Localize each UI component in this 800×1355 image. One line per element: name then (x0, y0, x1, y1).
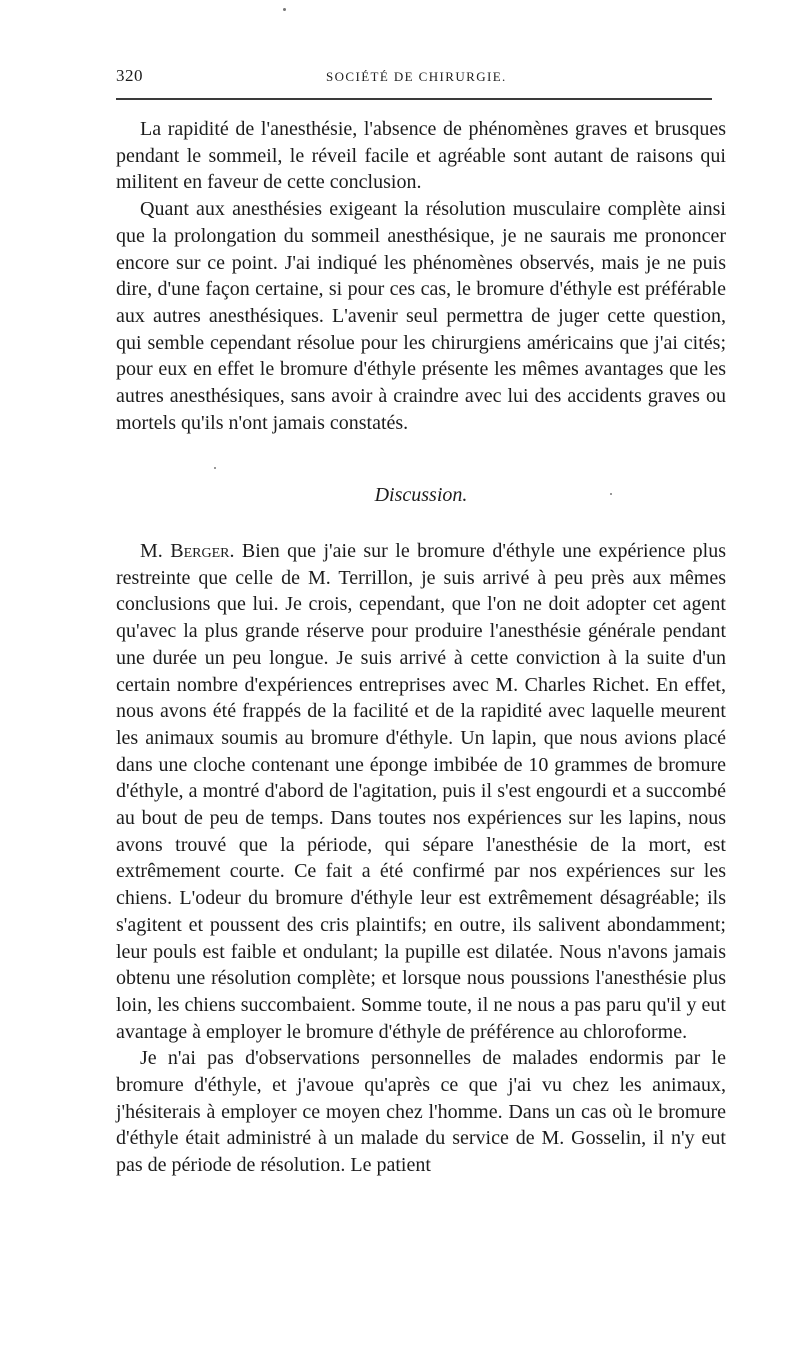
page-number: 320 (116, 66, 143, 85)
paragraph-muscular-resolution: Quant aux anesthésies exigeant la résolution musculaire complète ainsi que la prolongation du sommeil anesthésique, je ne saurais me prononcer encore sur ce point. J'ai indiqué les phénomènes observés, mais je ne puis dire, d'une façon certaine, si pour ces cas, le bromure d'éthyle est préférable aux autres anesthésiques. L'avenir seul permettra de juger cette question, qui semble cependant résolue pour les chirurgiens américains que j'ai cités; pour eux en effet le bromure d'éthyle présente les mêmes avantages que les autres anesthésiques, sans avoir à craindre avec lui des accidents graves ou mortels qu'ils n'ont jamais constatés. (116, 198, 726, 434)
header-rule (116, 98, 712, 100)
paragraph-berger-1 (116, 538, 726, 1045)
page-header (116, 60, 710, 90)
paragraph-berger-2: Je n'ai pas d'observations personnelles de malades endormis par le bromure d'éthyle, et j'avoue qu'après ce que j'ai vu chez les animaux, j'hésiterais à employer ce moyen chez l'homme. Dans un cas où le bromure d'éthyle était administré à un malade du service de M. Gosselin, il n'y eut pas de période de résolution. Le patient (116, 1047, 726, 1177)
section-heading-discussion: Discussion. (374, 484, 468, 506)
paragraph-conclusion: La rapidité de l'anesthésie, l'absence de phénomènes graves et brusques pendant le sommeil, le réveil facile et agréable sont autant de raisons qui militent en faveur de cette conclusion. (116, 118, 726, 194)
body-text-before-discussion (116, 116, 726, 436)
discussion-text (116, 538, 726, 1179)
speaker-name: M. Berger. (140, 540, 235, 562)
print-speck (283, 8, 286, 11)
print-speck (214, 467, 216, 469)
paragraph-berger-1-text: Bien que j'aie sur le bromure d'éthyle une expérience plus restreinte que celle de M. Terrillon, je suis arrivé à peu près aux mêmes conclusions que lui. Je crois, cependant, que l'on ne doit adopter cet agent qu'avec la plus grande réserve pour produire l'anesthésie générale pendant une durée un peu longue. Je suis arrivé à cette conviction à la suite d'un certain nombre d'expériences entreprises avec M. Charles Richet. En effet, nous avons été frappés de la facilité et de la rapidité avec laquelle meurent les animaux soumis au bromure d'éthyle. Un lapin, que nous avions placé dans une cloche contenant une éponge imbibée de 10 grammes de bromure d'éthyle, a montré d'abord de l'agitation, puis il s'est engourdi et a succombé au bout de peu de temps. Dans toutes nos expériences sur les lapins, nous avons trouvé que la période, qui sépare l'anesthésie de la mort, est extrêmement courte. Ce fait a été confirmé par nos expériences sur les chiens. L'odeur du bromure d'éthyle leur est extrêmement désagréable; ils s'agitent et poussent des cris plaintifs; en outre, ils salivent abondamment; leur pouls est faible et ondulant; la pupille est dilatée. Nous n'avons jamais obtenu une résolution complète; et lorsque nous poussions l'anesthésie plus loin, les chiens succombaient. Somme toute, il ne nous a pas paru qu'il y eut avantage à employer le bromure d'éthyle de préférence au chloroforme. (116, 540, 727, 1043)
running-head: SOCIÉTÉ DE CHIRURGIE. (326, 69, 507, 84)
print-speck (610, 493, 612, 495)
